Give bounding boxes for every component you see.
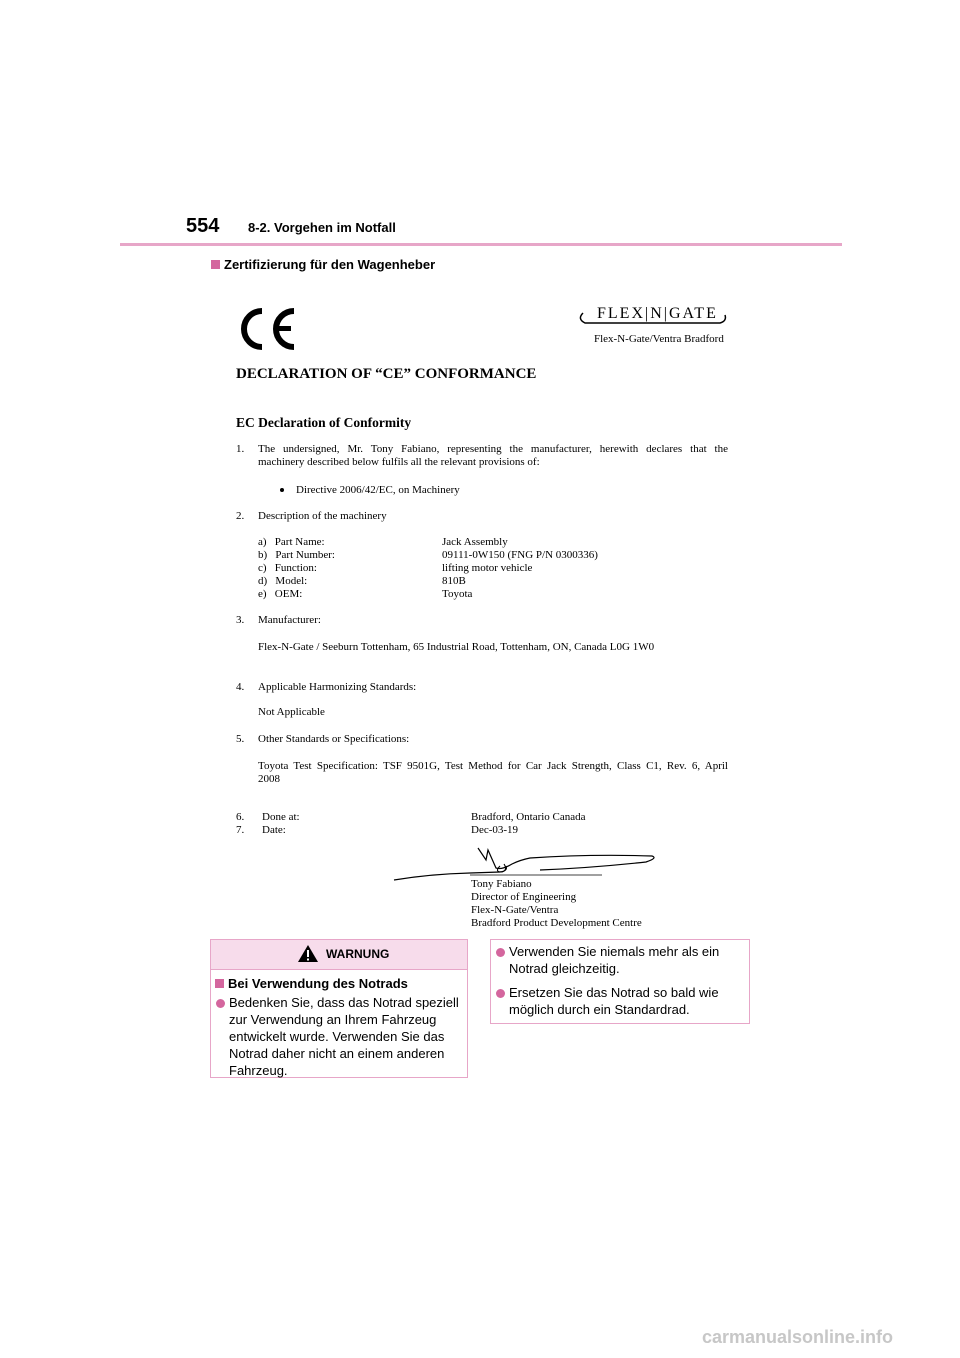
warning-bullet-3: [509, 984, 719, 1018]
page-number: 554: [186, 215, 220, 237]
item-6-label: Done at:: [262, 811, 300, 823]
warning-subheading-text: Bei Verwendung des Notrads: [228, 976, 408, 991]
warning-box-continued: [490, 939, 750, 1024]
signatory-division: Bradford Product Development Centre: [471, 917, 642, 929]
field-value: 810B: [442, 575, 466, 587]
manufacturer-address: Flex-N-Gate / Seeburn Tottenham, 65 Industrial Road, Tottenham, ON, Canada L0G 1W0: [258, 641, 655, 653]
warning-triangle-icon: [297, 944, 319, 963]
field-value: lifting motor vehicle: [442, 562, 533, 574]
flex-logo-text: FLEX|N|GATE: [597, 305, 718, 322]
square-bullet-icon: [211, 260, 220, 269]
warning-bullet-line: Bedenken Sie, dass das Notrad speziell: [229, 995, 459, 1010]
field-label: d) Model:: [258, 575, 308, 587]
item-2-text: Description of the machinery: [258, 510, 387, 522]
directive-text: Directive 2006/42/EC, on Machinery: [296, 484, 460, 496]
section-heading: [211, 257, 435, 272]
declaration-title: DECLARATION OF “CE” CONFORMANCE: [236, 366, 537, 382]
warning-bullet-line: entwickelt wurde. Verwenden Sie das: [229, 1029, 445, 1044]
bullet-dot-icon: [280, 488, 284, 492]
warning-separator: [211, 969, 467, 970]
field-label: a) Part Name:: [258, 536, 325, 548]
warning-bullet-line: Verwenden Sie niemals mehr als ein: [509, 944, 720, 959]
item-1-line-1: The undersigned, Mr. Tony Fabiano, representing the manufacturer, herewith declares that the: [258, 443, 728, 455]
signatory-name: Tony Fabiano: [471, 878, 532, 890]
warning-header: [211, 940, 467, 969]
square-bullet-icon: [215, 979, 224, 988]
item-7-number: 7.: [236, 824, 245, 836]
warning-bullet-1: [229, 994, 459, 1079]
item-6-number: 6.: [236, 811, 245, 823]
item-2-number: 2.: [236, 510, 245, 522]
item-6-value: Bradford, Ontario Canada: [471, 811, 586, 823]
field-value: 09111-0W150 (FNG P/N 0300336): [442, 549, 598, 561]
warning-bullet-line: Notrad gleichzeitig.: [509, 961, 620, 976]
field-label: b) Part Number:: [258, 549, 335, 561]
item-3-text: Manufacturer:: [258, 614, 321, 626]
item-5-number: 5.: [236, 733, 245, 745]
signatory-company: Flex-N-Gate/Ventra: [471, 904, 559, 916]
field-value: Jack Assembly: [442, 536, 508, 548]
round-bullet-icon: [496, 989, 505, 998]
field-value: Toyota: [442, 588, 473, 600]
flex-n-gate-logo: [575, 299, 730, 329]
warning-box: [210, 939, 468, 1078]
specification-line-2: 2008: [258, 773, 280, 785]
warning-bullet-line: möglich durch ein Standardrad.: [509, 1002, 690, 1017]
warning-title: WARNUNG: [326, 947, 390, 961]
ce-mark-logo: [236, 306, 298, 352]
warning-bullet-line: Ersetzen Sie das Notrad so bald wie: [509, 985, 719, 1000]
ec-declaration-title: EC Declaration of Conformity: [236, 415, 412, 430]
header-divider: [120, 243, 842, 246]
warning-bullet-line: Fahrzeug.: [229, 1063, 288, 1078]
company-subtitle: Flex-N-Gate/Ventra Bradford: [594, 333, 724, 345]
round-bullet-icon: [496, 948, 505, 957]
watermark: carmanualsonline.info: [702, 1327, 894, 1347]
round-bullet-icon: [216, 999, 225, 1008]
field-label: e) OEM:: [258, 588, 303, 600]
chapter-title: 8-2. Vorgehen im Notfall: [248, 220, 396, 235]
warning-bullet-2: [509, 943, 719, 977]
field-label: c) Function:: [258, 562, 317, 574]
item-4-number: 4.: [236, 681, 245, 693]
item-4-text: Applicable Harmonizing Standards:: [258, 681, 417, 693]
item-7-label: Date:: [262, 824, 286, 836]
signatory-title: Director of Engineering: [471, 891, 577, 903]
harmonizing-value: Not Applicable: [258, 706, 325, 718]
item-7-value: Dec-03-19: [471, 824, 519, 836]
warning-bullet-line: Notrad daher nicht an einem anderen: [229, 1046, 445, 1061]
specification-line-1: Toyota Test Specification: TSF 9501G, Test Method for Car Jack Strength, Class C1, Rev. 6, April: [258, 760, 728, 772]
warning-subheading: [215, 976, 408, 991]
item-1-number: 1.: [236, 443, 245, 455]
warning-bullet-line: zur Verwendung an Ihrem Fahrzeug: [229, 1012, 437, 1027]
item-5-text: Other Standards or Specifications:: [258, 733, 410, 745]
item-1-line-2: machinery described below fulfils all the relevant provisions of:: [258, 456, 540, 468]
section-heading-text: Zertifizierung für den Wagenheber: [224, 257, 436, 272]
item-3-number: 3.: [236, 614, 245, 626]
